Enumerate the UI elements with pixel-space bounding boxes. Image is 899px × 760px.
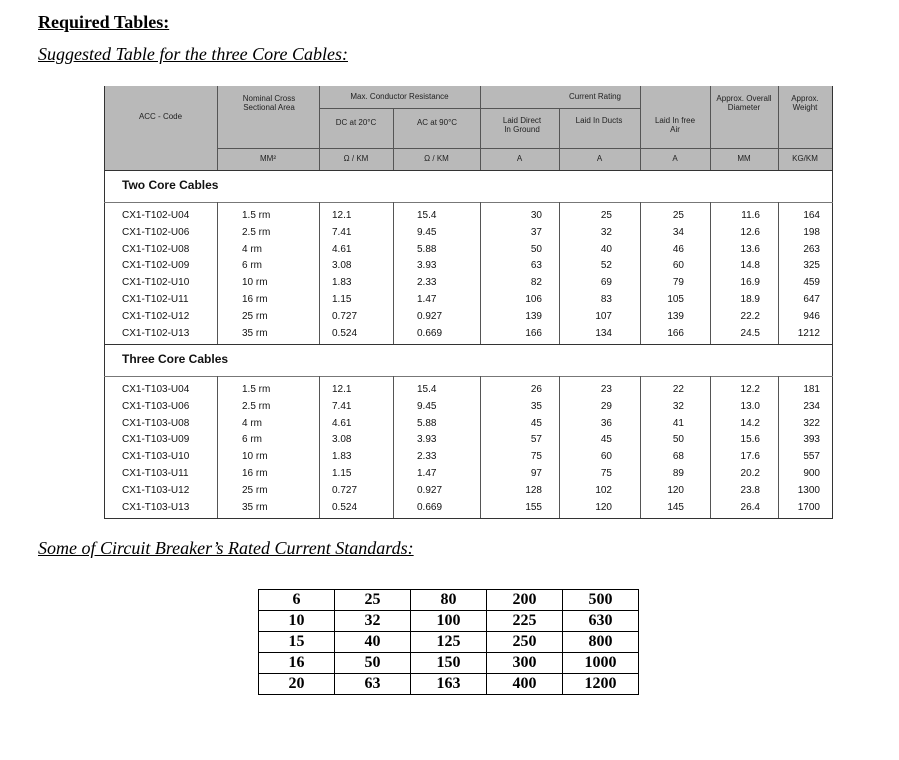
cable-code-cell: CX1-T102-U04	[122, 210, 190, 221]
table-cell: 17.6	[740, 451, 760, 463]
table-cell: 1.83	[332, 451, 352, 463]
header-diameter: Approx. Overall Diameter	[716, 94, 772, 112]
table-cell: 7.41	[332, 226, 352, 238]
required-tables-heading: Required Tables:	[38, 12, 170, 32]
table-cell: 10 rm	[242, 277, 268, 289]
table-cell: 46	[672, 243, 684, 255]
table-cell: 100	[411, 611, 487, 632]
table-cell: 0.727	[332, 310, 358, 322]
table-row	[259, 653, 639, 674]
table-cell: 16 rm	[242, 294, 268, 305]
cable-code-cell: CX1-T102-U11	[122, 294, 189, 305]
table-cell: 900	[803, 468, 820, 479]
table-cell: 60	[672, 260, 684, 272]
table-cell: 63	[530, 260, 542, 272]
table-cell: 128	[525, 484, 542, 496]
table-cell: 0.927	[417, 484, 443, 496]
table-cell: 393	[803, 434, 820, 446]
table-cell: 89	[672, 468, 684, 479]
table-cell: 57	[530, 434, 542, 446]
table-cell: 120	[595, 501, 612, 513]
cable-code-cell: CX1-T103-U09	[122, 434, 190, 446]
table-cell: 13.6	[740, 243, 760, 255]
table-cell: 163	[411, 674, 487, 695]
suggested-table-heading: Suggested Table for the three Core Cables:	[38, 44, 348, 64]
table-cell: 1.83	[332, 277, 352, 289]
table-cell: 12.6	[740, 226, 760, 238]
table-cell: 198	[803, 226, 820, 238]
header-current-rating: Current Rating	[568, 92, 622, 101]
header-dc-unit: Ω / KM	[343, 154, 369, 163]
table-cell: 459	[803, 277, 820, 289]
table-cell: 41	[672, 417, 684, 429]
table-cell: 557	[803, 451, 820, 463]
table-cell: 3.08	[332, 260, 352, 272]
header-area: Nominal Cross Sectional Area	[242, 94, 296, 112]
table-cell: 20	[259, 674, 335, 695]
table-cell: 25	[335, 590, 411, 611]
table-cell: 15.4	[417, 210, 437, 221]
table-cell: 22	[672, 384, 684, 395]
table-cell: 36	[600, 417, 612, 429]
table-cell: 32	[600, 226, 612, 238]
table-cell: 1700	[797, 501, 820, 513]
header-dc: DC at 20°C	[335, 118, 377, 127]
header-weight-unit: KG/KM	[792, 154, 818, 163]
table-cell: 82	[530, 277, 542, 289]
table-cell: 2.33	[417, 277, 437, 289]
table-cell: 40	[335, 632, 411, 653]
table-cell: 69	[600, 277, 612, 289]
table-cell: 12.1	[332, 384, 352, 395]
cable-code-cell: CX1-T103-U11	[122, 468, 189, 479]
cable-code-cell: CX1-T103-U12	[122, 484, 190, 496]
table-cell: 0.524	[332, 327, 358, 339]
cable-code-cell: CX1-T103-U04	[122, 384, 190, 395]
table-cell: 2.5 rm	[242, 400, 271, 412]
table-cell: 12.2	[740, 384, 760, 395]
table-cell: 16	[259, 653, 335, 674]
table-cell: 35 rm	[242, 501, 268, 513]
table-row	[259, 590, 639, 611]
table-cell: 1212	[797, 327, 820, 339]
table-cell: 6 rm	[242, 260, 262, 272]
table-cell: 25 rm	[242, 310, 268, 322]
table-cell: 79	[672, 277, 684, 289]
table-row	[259, 611, 639, 632]
table-cell: 322	[803, 417, 820, 429]
table-cell: 12.1	[332, 210, 352, 221]
table-cell: 45	[600, 434, 612, 446]
table-cell: 263	[803, 243, 820, 255]
table-cell: 1200	[563, 674, 639, 695]
header-code: ACC - Code	[138, 112, 183, 121]
table-cell: 200	[487, 590, 563, 611]
table-cell: 52	[600, 260, 612, 272]
cable-code-cell: CX1-T103-U10	[122, 451, 190, 463]
table-cell: 0.669	[417, 501, 443, 513]
table-cell: 139	[667, 310, 684, 322]
table-cell: 32	[335, 611, 411, 632]
breaker-standards-table	[258, 589, 639, 695]
cable-code-cell: CX1-T103-U13	[122, 501, 190, 513]
cable-code-cell: CX1-T102-U06	[122, 226, 190, 238]
table-cell: 150	[411, 653, 487, 674]
table-cell: 2.5 rm	[242, 226, 271, 238]
table-cell: 25	[672, 210, 684, 221]
table-cell: 60	[600, 451, 612, 463]
table-cell: 26.4	[740, 501, 760, 513]
header-ac-unit: Ω / KM	[424, 154, 449, 163]
table-cell: 125	[411, 632, 487, 653]
table-cell: 68	[672, 451, 684, 463]
table-cell: 35 rm	[242, 327, 268, 339]
table-cell: 50	[335, 653, 411, 674]
table-cell: 34	[672, 226, 684, 238]
header-ducts: Laid In Ducts	[575, 116, 623, 125]
table-cell: 10 rm	[242, 451, 268, 463]
header-ac: AC at 90°C	[416, 118, 458, 127]
table-cell: 18.9	[740, 294, 760, 305]
table-cell: 946	[803, 310, 820, 322]
table-cell: 1.5 rm	[242, 210, 271, 221]
table-cell: 6 rm	[242, 434, 262, 446]
table-cell: 23.8	[740, 484, 760, 496]
table-cell: 400	[487, 674, 563, 695]
table-cell: 75	[530, 451, 542, 463]
table-cell: 4 rm	[242, 243, 262, 255]
table-cell: 1300	[797, 484, 820, 496]
table-cell: 35	[530, 400, 542, 412]
table-cell: 50	[530, 243, 542, 255]
table-cell: 22.2	[740, 310, 760, 322]
table-cell: 800	[563, 632, 639, 653]
table-cell: 0.927	[417, 310, 443, 322]
table-cell: 24.5	[740, 327, 760, 339]
cable-code-cell: CX1-T102-U13	[122, 327, 190, 339]
table-cell: 50	[672, 434, 684, 446]
table-cell: 7.41	[332, 400, 352, 412]
table-cell: 10	[259, 611, 335, 632]
table-cell: 37	[530, 226, 542, 238]
table-cell: 2.33	[417, 451, 437, 463]
table-cell: 500	[563, 590, 639, 611]
table-cell: 13.0	[740, 400, 760, 412]
table-cell: 32	[672, 400, 684, 412]
table-cell: 1.47	[417, 294, 437, 305]
header-diameter-unit: MM	[737, 154, 751, 163]
table-cell: 23	[600, 384, 612, 395]
table-cell: 97	[530, 468, 542, 479]
table-cell: 30	[530, 210, 542, 221]
table-cell: 0.524	[332, 501, 358, 513]
table-cell: 16.9	[740, 277, 760, 289]
table-cell: 164	[803, 210, 820, 221]
table-cell: 83	[600, 294, 612, 305]
section-title-two-core: Two Core Cables	[122, 178, 219, 192]
table-cell: 80	[411, 590, 487, 611]
table-cell: 325	[803, 260, 820, 272]
table-cell: 75	[600, 468, 612, 479]
table-cell: 16 rm	[242, 468, 268, 479]
table-cell: 155	[525, 501, 542, 513]
table-cell: 234	[803, 400, 820, 412]
cable-code-cell: CX1-T103-U08	[122, 417, 190, 429]
header-air: Laid In free Air	[654, 116, 696, 134]
table-row	[259, 632, 639, 653]
table-cell: 9.45	[417, 226, 437, 238]
table-cell: 3.93	[417, 434, 437, 446]
table-cell: 139	[525, 310, 542, 322]
table-cell: 15.6	[740, 434, 760, 446]
table-cell: 106	[525, 294, 542, 305]
table-cell: 14.8	[740, 260, 760, 272]
table-cell: 1000	[563, 653, 639, 674]
table-cell: 134	[595, 327, 612, 339]
table-cell: 4 rm	[242, 417, 262, 429]
cable-code-cell: CX1-T102-U12	[122, 310, 190, 322]
table-cell: 4.61	[332, 417, 352, 429]
header-area-unit: MM²	[260, 154, 276, 163]
table-cell: 5.88	[417, 417, 437, 429]
table-cell: 105	[667, 294, 684, 305]
table-cell: 14.2	[740, 417, 760, 429]
table-cell: 15.4	[417, 384, 437, 395]
table-cell: 225	[487, 611, 563, 632]
table-cell: 0.727	[332, 484, 358, 496]
table-cell: 3.08	[332, 434, 352, 446]
table-cell: 40	[600, 243, 612, 255]
table-cell: 25	[600, 210, 612, 221]
cable-spec-table	[104, 86, 833, 519]
table-cell: 166	[667, 327, 684, 339]
cable-code-cell: CX1-T103-U06	[122, 400, 190, 412]
table-cell: 63	[335, 674, 411, 695]
breaker-heading: Some of Circuit Breaker’s Rated Current Standards:	[38, 538, 414, 558]
table-cell: 25 rm	[242, 484, 268, 496]
table-cell: 166	[525, 327, 542, 339]
table-cell: 120	[667, 484, 684, 496]
header-ground-unit: A	[516, 154, 523, 163]
table-cell: 1.5 rm	[242, 384, 271, 395]
table-cell: 1.15	[332, 294, 352, 305]
table-cell: 107	[595, 310, 612, 322]
cable-code-cell: CX1-T102-U08	[122, 243, 190, 255]
header-air-unit: A	[672, 154, 678, 163]
table-cell: 181	[803, 384, 820, 395]
table-cell: 4.61	[332, 243, 352, 255]
header-ducts-unit: A	[596, 154, 603, 163]
header-resistance: Max. Conductor Resistance	[350, 92, 449, 101]
header-weight: Approx. Weight	[791, 94, 819, 112]
table-row	[259, 674, 639, 695]
table-cell: 145	[667, 501, 684, 513]
cable-code-cell: CX1-T102-U10	[122, 277, 190, 289]
table-cell: 45	[530, 417, 542, 429]
table-cell: 1.47	[417, 468, 437, 479]
header-ground: Laid Direct In Ground	[502, 116, 542, 134]
table-cell: 9.45	[417, 400, 437, 412]
section-title-three-core: Three Core Cables	[122, 352, 229, 366]
table-cell: 250	[487, 632, 563, 653]
table-cell: 26	[530, 384, 542, 395]
table-cell: 300	[487, 653, 563, 674]
table-cell: 1.15	[332, 468, 352, 479]
table-cell: 29	[600, 400, 612, 412]
table-cell: 6	[259, 590, 335, 611]
cable-code-cell: CX1-T102-U09	[122, 260, 190, 272]
table-cell: 630	[563, 611, 639, 632]
table-cell: 11.6	[741, 210, 760, 221]
table-cell: 15	[259, 632, 335, 653]
table-cell: 0.669	[417, 327, 443, 339]
table-cell: 647	[803, 294, 820, 305]
table-cell: 102	[595, 484, 612, 496]
table-cell: 3.93	[417, 260, 437, 272]
table-cell: 5.88	[417, 243, 437, 255]
table-cell: 20.2	[740, 468, 760, 479]
